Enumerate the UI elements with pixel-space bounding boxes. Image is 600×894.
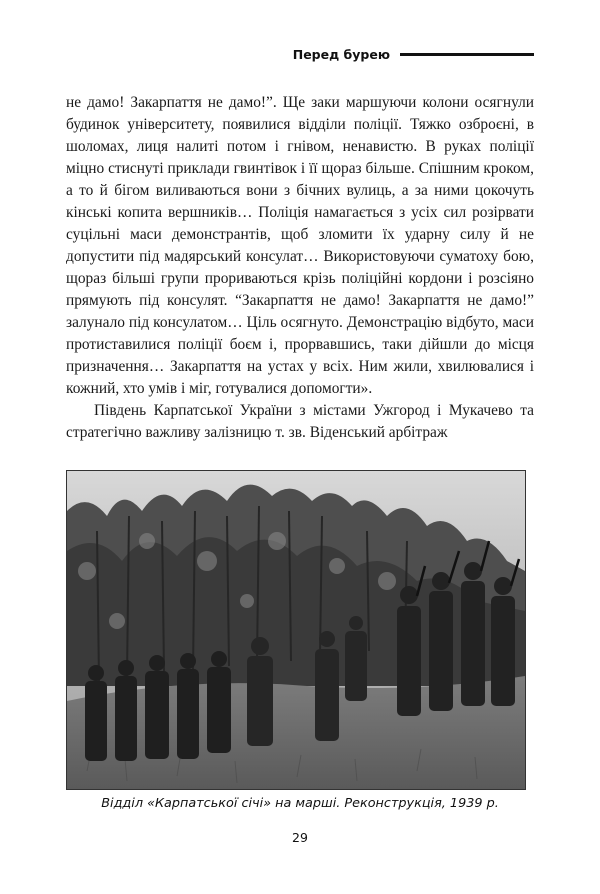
photo-illustration [67,471,525,789]
figure-caption: Відділ «Карпатської січі» на марші. Реконструкція, 1939 р. [101,796,499,811]
paragraph-continuation: не дамо! Закарпаття не дамо!”. Ще заки маршуючи колони осягнули будинок університету, появилися відділи поліції. Тяжко озброєні, в шоломах, лиця налиті потом і гнівом, ненавистю. В руках поліції міцно стиснуті приклади гвинтівок і її щораз більше. Спішним кроком, а то й бігом виливаються вони з бічних вулиць, а за ними цокочуть кінські копита вершників… Поліція намагається з усіх сил розірвати суцільні маси демонстрантів, щоб зломити їх ударну силу й не допустити під мадярський консулат… Використовуючи суматоху бою, щораз більші групи прориваються крізь поліційні кордони і розсіяно прямують під консулят. “Закарпаття не дамо! Закарпаття не дамо!” залунало під консулатом… Ціль осягнуто. Демонстрацію відбуто, маси протиставилися поліції боєм і, прорвавшись, таки дійшли до місця призначення… Закарпаття на устах у всіх. Ним жили, хвилювалися і кожний, хто умів і міг, готувалися допомогти». [66,94,534,397]
page-number: 29 [292,830,308,845]
running-header [66,46,534,62]
body-text [66,92,534,444]
header-rule [400,53,534,56]
historical-photo [66,470,526,790]
running-title: Перед бурею [292,46,390,62]
paragraph-second: Південь Карпатської України з містами Ужгород і Мукачево та стратегічно важливу залізницю т. зв. Віденський арбітраж [66,402,534,441]
